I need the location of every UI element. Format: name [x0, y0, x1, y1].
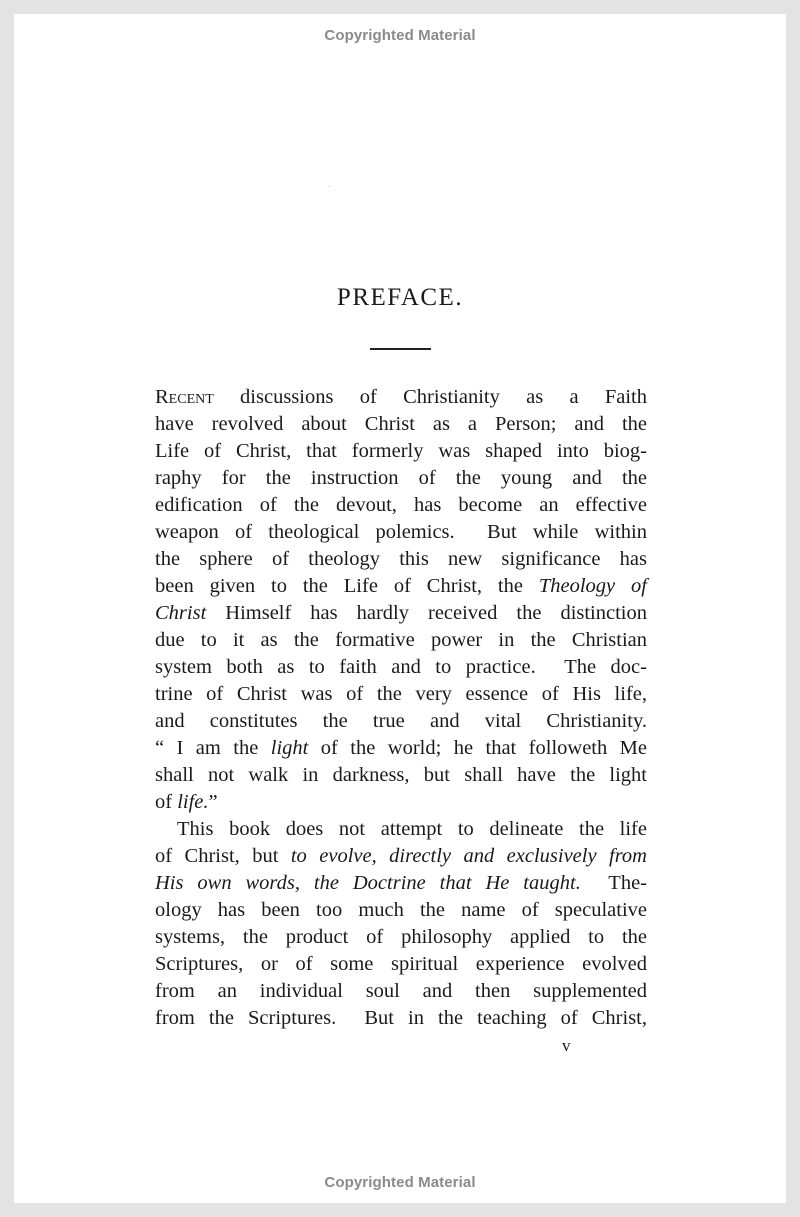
page-speck — [329, 186, 330, 187]
text-line — [155, 897, 647, 924]
line-text: from an individual soul and then supplemented — [155, 980, 647, 1002]
text-line — [155, 411, 647, 438]
line-text: and constitutes the true and vital Christianity. — [155, 710, 647, 732]
line-text: edification of the devout, has become an effective — [155, 494, 647, 516]
line-text: of Christ, but — [155, 845, 291, 867]
line-text: raphy for the instruction of the young and the — [155, 467, 647, 489]
line-text: ” — [208, 791, 218, 813]
title-rule — [370, 348, 431, 350]
italic-text: light — [270, 737, 309, 759]
text-line — [155, 465, 647, 492]
text-line — [155, 681, 647, 708]
italic-text: His own words, the Doctrine that He taught. — [155, 872, 581, 894]
line-text: ology has been too much the name of speculative — [155, 899, 647, 921]
line-text: been given to the Life of Christ, the — [155, 575, 539, 597]
italic-text: to evolve, directly and exclusively from — [290, 845, 647, 867]
text-line — [155, 438, 647, 465]
text-line — [155, 951, 647, 978]
text-line — [155, 789, 647, 816]
line-text: Life of Christ, that formerly was shaped into biog- — [155, 440, 647, 462]
text-line — [155, 627, 647, 654]
text-line — [155, 978, 647, 1005]
line-text: trine of Christ was of the very essence of His life, — [155, 683, 647, 705]
copyright-watermark-bottom: Copyrighted Material — [324, 1174, 476, 1191]
line-text: system both as to faith and to practice. The doc- — [155, 656, 647, 678]
line-text: of the world; he that followeth Me — [308, 737, 647, 759]
italic-text: Theology of — [538, 575, 647, 597]
italic-text: life. — [177, 791, 209, 813]
line-text: of — [155, 791, 178, 813]
text-line — [155, 654, 647, 681]
text-line — [155, 708, 647, 735]
line-text: systems, the product of philosophy applied to the — [155, 926, 647, 948]
line-text: due to it as the formative power in the Christian — [155, 629, 647, 651]
text-line — [155, 546, 647, 573]
text-line — [155, 1005, 647, 1032]
line-text: from the Scriptures. But in the teaching of Christ, — [155, 1007, 647, 1029]
text-line — [155, 735, 647, 762]
text-line — [155, 600, 647, 627]
text-line — [155, 843, 647, 870]
line-text: weapon of theological polemics. But while within — [155, 521, 647, 543]
page-title: PREFACE. — [336, 284, 464, 311]
line-text: have revolved about Christ as a Person; and the — [155, 413, 647, 435]
line-text: This book does not attempt to delineate the life — [177, 818, 647, 840]
text-line — [155, 816, 647, 843]
preface-body — [155, 384, 647, 1032]
page-number: v — [562, 1036, 571, 1055]
line-text: The- — [580, 872, 647, 894]
text-line — [155, 762, 647, 789]
text-line — [155, 870, 647, 897]
text-line — [155, 573, 647, 600]
line-text: Himself has hardly received the distinction — [206, 602, 647, 624]
copyright-watermark-top: Copyrighted Material — [324, 27, 476, 44]
line-text: shall not walk in darkness, but shall have the light — [155, 764, 647, 786]
text-line — [155, 492, 647, 519]
text-line — [155, 384, 647, 411]
opening-word: Recent — [155, 386, 214, 408]
line-text: discussions of Christianity as a Faith — [213, 386, 647, 408]
italic-text: Christ — [155, 602, 207, 624]
text-line — [155, 519, 647, 546]
line-text: the sphere of theology this new significance has — [155, 548, 647, 570]
line-text: Scriptures, or of some spiritual experience evolved — [155, 953, 647, 975]
line-text: “ I am the — [155, 737, 271, 759]
text-line — [155, 924, 647, 951]
